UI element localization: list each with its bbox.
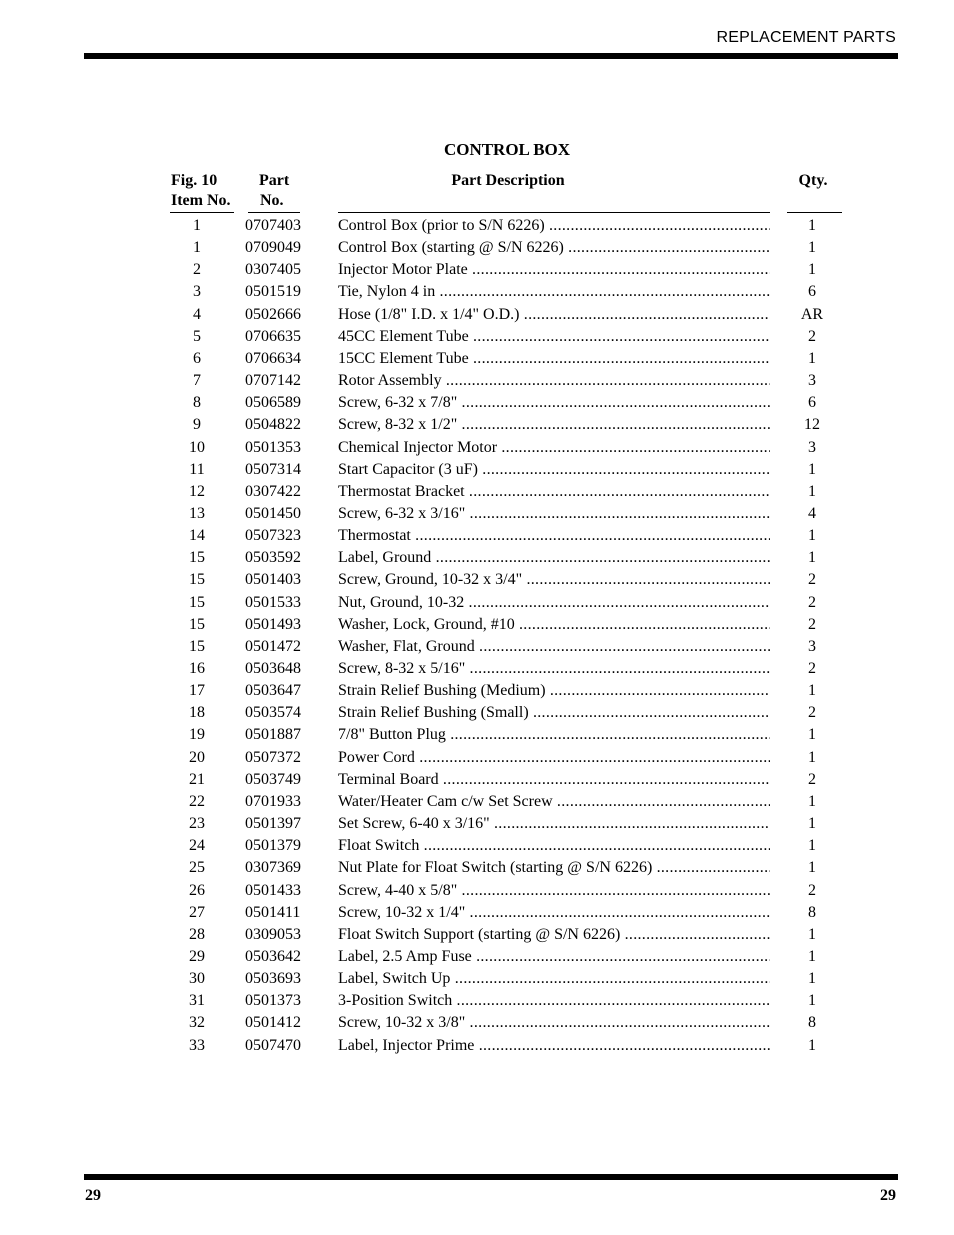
part-description-text: Start Capacitor (3 uF) ..... bbox=[338, 461, 770, 478]
part-number: 0501373 bbox=[245, 992, 301, 1010]
item-number: 28 bbox=[189, 925, 205, 943]
part-description bbox=[338, 215, 770, 237]
page-number-left: 29 bbox=[85, 1187, 101, 1204]
item-number: 8 bbox=[193, 394, 201, 412]
part-description bbox=[338, 946, 770, 968]
header-item-line1: Fig. 10 bbox=[171, 172, 218, 189]
quantity: 1 bbox=[808, 261, 816, 279]
part-number: 0706635 bbox=[245, 327, 301, 345]
quantity: 1 bbox=[808, 837, 816, 855]
part-description bbox=[338, 326, 770, 348]
part-description-text: Control Box (prior to S/N 6226) ..... bbox=[338, 217, 770, 234]
item-number: 15 bbox=[189, 549, 205, 567]
item-number: 31 bbox=[189, 992, 205, 1010]
item-number: 1 bbox=[193, 217, 201, 234]
quantity: 2 bbox=[808, 327, 816, 345]
part-description bbox=[338, 481, 770, 503]
part-description bbox=[338, 304, 770, 326]
part-number: 0501403 bbox=[245, 571, 301, 589]
part-number: 0707142 bbox=[245, 372, 301, 390]
part-number: 0501493 bbox=[245, 615, 301, 633]
header-item-line2: Item No. bbox=[171, 192, 231, 209]
item-number: 4 bbox=[193, 305, 201, 323]
part-description bbox=[338, 990, 770, 1012]
table-row bbox=[0, 259, 954, 281]
quantity: 1 bbox=[808, 792, 816, 810]
part-description bbox=[338, 414, 770, 436]
part-number: 0507470 bbox=[245, 1036, 301, 1054]
quantity: 3 bbox=[808, 637, 816, 655]
part-description-text: Power Cord ..... bbox=[338, 749, 770, 766]
part-description-text: Rotor Assembly ..... bbox=[338, 372, 770, 389]
part-description bbox=[338, 924, 770, 946]
top-rule bbox=[84, 53, 898, 59]
table-row bbox=[0, 835, 954, 857]
part-description-text: Washer, Lock, Ground, #10 ..... bbox=[338, 616, 770, 633]
item-number: 27 bbox=[189, 903, 205, 921]
part-number: 0501533 bbox=[245, 593, 301, 611]
part-description-text: Washer, Flat, Ground ..... bbox=[338, 638, 770, 655]
table-row bbox=[0, 281, 954, 303]
item-number: 5 bbox=[193, 327, 201, 345]
part-description-text: Screw, 8-32 x 1/2" ..... bbox=[338, 416, 770, 433]
table-row bbox=[0, 481, 954, 503]
part-description bbox=[338, 968, 770, 990]
table-row bbox=[0, 392, 954, 414]
quantity: 1 bbox=[808, 527, 816, 545]
header-part bbox=[259, 171, 289, 211]
item-number: 3 bbox=[193, 283, 201, 301]
item-number: 1 bbox=[193, 239, 201, 257]
part-description-text: Label, Switch Up ..... bbox=[338, 970, 770, 987]
quantity: 1 bbox=[808, 349, 816, 367]
item-number: 24 bbox=[189, 837, 205, 855]
item-number: 11 bbox=[189, 460, 205, 478]
header-part-line2: No. bbox=[260, 192, 284, 209]
bottom-rule bbox=[84, 1174, 898, 1180]
quantity: 1 bbox=[808, 239, 816, 257]
part-description-text: Strain Relief Bushing (Medium) ..... bbox=[338, 682, 770, 699]
part-description bbox=[338, 702, 770, 724]
header-description: Part Description bbox=[451, 172, 565, 189]
part-description-text: Set Screw, 6-40 x 3/16" ..... bbox=[338, 815, 770, 832]
table-row bbox=[0, 237, 954, 259]
item-number: 26 bbox=[189, 881, 205, 899]
table-row bbox=[0, 1035, 954, 1057]
part-description-text: Strain Relief Bushing (Small) ..... bbox=[338, 704, 770, 721]
quantity: 1 bbox=[808, 1036, 816, 1054]
part-description-text: Terminal Board ..... bbox=[338, 771, 770, 788]
item-number: 33 bbox=[189, 1036, 205, 1054]
quantity: 2 bbox=[808, 881, 816, 899]
part-description bbox=[338, 747, 770, 769]
part-description bbox=[338, 724, 770, 746]
part-description bbox=[338, 525, 770, 547]
quantity: 6 bbox=[808, 283, 816, 301]
part-description bbox=[338, 348, 770, 370]
table-row bbox=[0, 857, 954, 879]
part-number: 0503592 bbox=[245, 549, 301, 567]
header-description-underline bbox=[338, 212, 770, 213]
table-row bbox=[0, 326, 954, 348]
part-description-text: Screw, 6-32 x 7/8" ..... bbox=[338, 394, 770, 411]
part-number: 0503642 bbox=[245, 947, 301, 965]
part-number: 0501450 bbox=[245, 504, 301, 522]
part-number: 0507372 bbox=[245, 748, 301, 766]
part-description bbox=[338, 547, 770, 569]
part-description-text: Screw, Ground, 10-32 x 3/4" ..... bbox=[338, 571, 770, 588]
part-number: 0709049 bbox=[245, 239, 301, 257]
part-description-text: Screw, 4-40 x 5/8" ..... bbox=[338, 882, 770, 899]
part-description-text: Chemical Injector Motor ..... bbox=[338, 439, 770, 456]
table-row bbox=[0, 614, 954, 636]
section-header: REPLACEMENT PARTS bbox=[716, 29, 896, 46]
quantity: 1 bbox=[808, 682, 816, 700]
part-number: 0501397 bbox=[245, 815, 301, 833]
table-row bbox=[0, 592, 954, 614]
part-description-text: Injector Motor Plate ..... bbox=[338, 261, 770, 278]
part-description-text: Screw, 8-32 x 5/16" ..... bbox=[338, 660, 770, 677]
item-number: 18 bbox=[189, 704, 205, 722]
page-number-right: 29 bbox=[880, 1187, 896, 1204]
table-row bbox=[0, 680, 954, 702]
item-number: 17 bbox=[189, 682, 205, 700]
item-number: 21 bbox=[189, 770, 205, 788]
part-number: 0503574 bbox=[245, 704, 301, 722]
part-number: 0507314 bbox=[245, 460, 301, 478]
quantity: 1 bbox=[808, 815, 816, 833]
quantity: 1 bbox=[808, 748, 816, 766]
part-description bbox=[338, 658, 770, 680]
part-number: 0706634 bbox=[245, 349, 301, 367]
item-number: 10 bbox=[189, 438, 205, 456]
item-number: 13 bbox=[189, 504, 205, 522]
part-description-text: 15CC Element Tube ..... bbox=[338, 350, 770, 367]
part-description bbox=[338, 902, 770, 924]
part-number: 0501433 bbox=[245, 881, 301, 899]
quantity: 1 bbox=[808, 217, 816, 234]
part-description bbox=[338, 880, 770, 902]
table-row bbox=[0, 902, 954, 924]
part-number: 0503749 bbox=[245, 770, 301, 788]
quantity: 1 bbox=[808, 726, 816, 744]
table-row bbox=[0, 813, 954, 835]
quantity: 12 bbox=[804, 416, 820, 434]
part-description-text: Thermostat Bracket ..... bbox=[338, 483, 770, 500]
quantity: 8 bbox=[808, 903, 816, 921]
part-description bbox=[338, 791, 770, 813]
part-description-text: Tie, Nylon 4 in ..... bbox=[338, 283, 770, 300]
part-description bbox=[338, 813, 770, 835]
part-number: 0307422 bbox=[245, 482, 301, 500]
header-item-underline bbox=[170, 212, 234, 213]
quantity: 8 bbox=[808, 1014, 816, 1032]
part-description-text: Label, Injector Prime ..... bbox=[338, 1037, 770, 1054]
part-description-text: Nut, Ground, 10-32 ..... bbox=[338, 594, 770, 611]
table-row bbox=[0, 769, 954, 791]
part-number: 0309053 bbox=[245, 925, 301, 943]
part-description bbox=[338, 1035, 770, 1057]
part-description-text: Label, Ground ..... bbox=[338, 549, 770, 566]
table-row bbox=[0, 547, 954, 569]
quantity: 3 bbox=[808, 438, 816, 456]
table-row bbox=[0, 348, 954, 370]
item-number: 6 bbox=[193, 349, 201, 367]
part-description-text: 3-Position Switch ..... bbox=[338, 992, 770, 1009]
part-number: 0506589 bbox=[245, 394, 301, 412]
part-number: 0501353 bbox=[245, 438, 301, 456]
part-number: 0503648 bbox=[245, 660, 301, 677]
item-number: 9 bbox=[193, 416, 201, 434]
part-number: 0501519 bbox=[245, 283, 301, 301]
part-number: 0501412 bbox=[245, 1014, 301, 1032]
quantity: 1 bbox=[808, 925, 816, 943]
part-description-text: Label, 2.5 Amp Fuse ..... bbox=[338, 948, 770, 965]
quantity: 1 bbox=[808, 859, 816, 877]
table-row bbox=[0, 946, 954, 968]
table-row bbox=[0, 370, 954, 392]
quantity: 2 bbox=[808, 704, 816, 722]
item-number: 15 bbox=[189, 637, 205, 655]
part-description bbox=[338, 592, 770, 614]
part-description bbox=[338, 769, 770, 791]
quantity: 1 bbox=[808, 970, 816, 988]
part-description-text: Water/Heater Cam c/w Set Screw ..... bbox=[338, 793, 770, 810]
item-number: 15 bbox=[189, 615, 205, 633]
part-description bbox=[338, 835, 770, 857]
item-number: 16 bbox=[189, 660, 205, 677]
quantity: AR bbox=[800, 305, 824, 323]
quantity: 1 bbox=[808, 549, 816, 567]
item-number: 2 bbox=[193, 261, 201, 279]
part-number: 0501379 bbox=[245, 837, 301, 855]
quantity: 2 bbox=[808, 593, 816, 611]
item-number: 22 bbox=[189, 792, 205, 810]
table-row bbox=[0, 569, 954, 591]
part-description bbox=[338, 459, 770, 481]
item-number: 29 bbox=[189, 947, 205, 965]
table-row bbox=[0, 880, 954, 902]
part-number: 0701933 bbox=[245, 792, 301, 810]
item-number: 19 bbox=[189, 726, 205, 744]
table-row bbox=[0, 437, 954, 459]
header-part-line1: Part bbox=[259, 172, 290, 189]
part-number: 0507323 bbox=[245, 527, 301, 545]
quantity: 6 bbox=[808, 394, 816, 412]
part-description bbox=[338, 370, 770, 392]
part-description bbox=[338, 437, 770, 459]
part-number: 0501887 bbox=[245, 726, 301, 744]
quantity: 2 bbox=[808, 660, 816, 677]
item-number: 30 bbox=[189, 970, 205, 988]
part-description-text: Screw, 10-32 x 1/4" ..... bbox=[338, 904, 770, 921]
table-row bbox=[0, 791, 954, 813]
part-description bbox=[338, 636, 770, 658]
part-description-text: Float Switch Support (starting @ S/N 6226) ..... bbox=[338, 926, 770, 943]
item-number: 23 bbox=[189, 815, 205, 833]
part-number: 0503647 bbox=[245, 682, 301, 700]
header-qty: Qty. bbox=[798, 172, 828, 189]
quantity: 4 bbox=[808, 504, 816, 522]
table-row bbox=[0, 414, 954, 436]
part-description bbox=[338, 237, 770, 259]
header-qty-underline bbox=[787, 212, 842, 213]
table-row bbox=[0, 968, 954, 990]
part-description-text: Screw, 10-32 x 3/8" ..... bbox=[338, 1014, 770, 1031]
table-row bbox=[0, 747, 954, 769]
part-description bbox=[338, 857, 770, 879]
quantity: 1 bbox=[808, 460, 816, 478]
header-part-underline bbox=[248, 212, 300, 213]
part-description-text: Control Box (starting @ S/N 6226) ..... bbox=[338, 239, 770, 256]
part-description-text: Thermostat ..... bbox=[338, 527, 770, 544]
table-row bbox=[0, 459, 954, 481]
part-description-text: Float Switch ..... bbox=[338, 837, 770, 854]
table-row bbox=[0, 503, 954, 525]
table-row bbox=[0, 990, 954, 1012]
part-number: 0707403 bbox=[245, 217, 301, 234]
quantity: 1 bbox=[808, 482, 816, 500]
part-description bbox=[338, 569, 770, 591]
part-description bbox=[338, 614, 770, 636]
table-row bbox=[0, 525, 954, 547]
quantity: 2 bbox=[808, 615, 816, 633]
table-row bbox=[0, 724, 954, 746]
part-description-text: Screw, 6-32 x 3/16" ..... bbox=[338, 505, 770, 522]
table-row bbox=[0, 658, 954, 680]
quantity: 1 bbox=[808, 992, 816, 1010]
table-title: CONTROL BOX bbox=[443, 140, 571, 159]
table-row bbox=[0, 1012, 954, 1034]
quantity: 2 bbox=[808, 770, 816, 788]
table-row bbox=[0, 304, 954, 326]
part-description bbox=[338, 680, 770, 702]
item-number: 15 bbox=[189, 593, 205, 611]
item-number: 20 bbox=[189, 748, 205, 766]
item-number: 25 bbox=[189, 859, 205, 877]
part-description-text: Nut Plate for Float Switch (starting @ S/N 6226) ..... bbox=[338, 859, 770, 876]
part-description bbox=[338, 281, 770, 303]
part-number: 0307369 bbox=[245, 859, 301, 877]
item-number: 14 bbox=[189, 527, 205, 545]
item-number: 32 bbox=[189, 1014, 205, 1032]
part-description bbox=[338, 259, 770, 281]
part-number: 0501472 bbox=[245, 637, 301, 655]
quantity: 3 bbox=[808, 372, 816, 390]
part-number: 0307405 bbox=[245, 261, 301, 279]
part-description-text: 7/8" Button Plug ..... bbox=[338, 726, 770, 743]
part-description-text: 45CC Element Tube ..... bbox=[338, 328, 770, 345]
part-description-text: Hose (1/8" I.D. x 1/4" O.D.) ..... bbox=[338, 306, 770, 323]
part-number: 0501411 bbox=[245, 903, 301, 921]
part-number: 0503693 bbox=[245, 970, 301, 988]
item-number: 7 bbox=[193, 372, 201, 390]
table-row bbox=[0, 924, 954, 946]
part-description bbox=[338, 1012, 770, 1034]
table-row bbox=[0, 215, 954, 237]
part-description bbox=[338, 392, 770, 414]
table-row bbox=[0, 636, 954, 658]
quantity: 1 bbox=[808, 947, 816, 965]
part-number: 0504822 bbox=[245, 416, 301, 434]
quantity: 2 bbox=[808, 571, 816, 589]
header-item bbox=[171, 171, 231, 211]
item-number: 12 bbox=[189, 482, 205, 500]
table-row bbox=[0, 702, 954, 724]
part-number: 0502666 bbox=[245, 305, 301, 323]
part-description bbox=[338, 503, 770, 525]
item-number: 15 bbox=[189, 571, 205, 589]
